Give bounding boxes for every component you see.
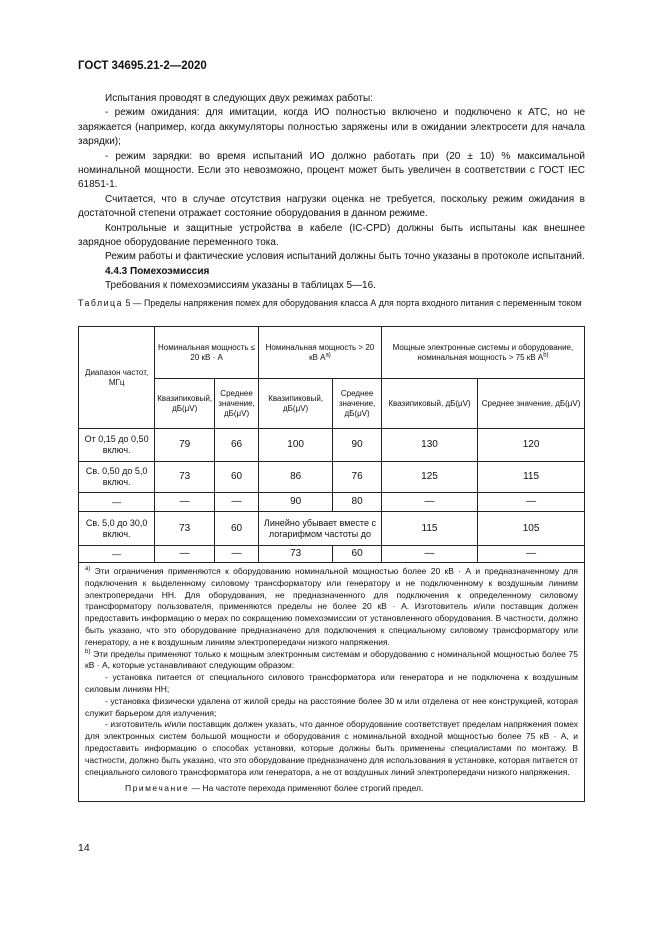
cell: 120 <box>478 429 585 462</box>
cell: 130 <box>381 429 477 462</box>
paragraph: Режим работы и фактические условия испытаний должны быть точно указаны в протоколе испытаний. <box>105 251 585 263</box>
footnote-b-label: b) <box>85 648 91 655</box>
cell-range: — <box>79 493 155 512</box>
cell: 90 <box>258 493 332 512</box>
cell: — <box>215 493 259 512</box>
table-row <box>79 493 585 512</box>
cell: 60 <box>333 546 382 563</box>
paragraph: - режим зарядки: во время испытаний ИО должно работать при (20 ± 10) % максимальной номинальной мощности. Если это невозможно, процент может быть увеличен в соответствии с ГОСТ IEC 61851-1. <box>78 150 585 191</box>
paragraph: - режим ожидания: для имитации, когда ИО полностью включено и подключено к АТС, но не заряжается (например, когда аккумуляторы полностью заряжены или в ожидании электросети для начала зарядки); <box>78 107 585 148</box>
body-text <box>78 92 585 294</box>
header-group3-text: Мощные электронные системы и оборудование, номинальная мощность > 75 кВ А <box>392 342 574 362</box>
cell: — <box>155 546 215 563</box>
table-caption-label: Таблица <box>78 298 123 308</box>
header-group1: Номинальная мощность ≤ 20 кВ · А <box>155 327 259 379</box>
header-qp: Квазипиковый, дБ(μV) <box>258 379 332 429</box>
cell: — <box>381 546 477 563</box>
cell: 60 <box>215 512 259 546</box>
table-subheader-row <box>79 379 585 429</box>
cell: 115 <box>478 462 585 493</box>
document-header: ГОСТ 34695.21-2—2020 <box>78 60 207 72</box>
cell: 66 <box>215 429 259 462</box>
table-caption-text: 5 — Пределы напряжения помех для оборудования класса А для порта входного питания с переменным током <box>123 298 582 308</box>
footnote-a-label: a) <box>85 566 91 573</box>
header-qp: Квазипиковый, дБ(μV) <box>381 379 477 429</box>
cell: 80 <box>333 493 382 512</box>
footnote-b-text: Эти пределы применяют только к мощным электронным системам и оборудованию с номинальной мощностью более 75 кВ · А, которые устанавливают следующим образом: <box>85 648 579 671</box>
header-avg: Среднее значение, дБ(μV) <box>333 379 382 429</box>
section-title: 4.4.3 Помехоэмиссия <box>105 265 210 277</box>
header-group2-text: Номинальная мощность > 20 кВ А <box>265 342 375 362</box>
header-group3 <box>381 327 584 379</box>
cell-range: От 0,15 до 0,50 включ. <box>79 429 155 462</box>
cell: 73 <box>155 512 215 546</box>
cell: 90 <box>333 429 382 462</box>
paragraph: Испытания проводят в следующих двух режимах работы: <box>105 93 373 104</box>
cell: — <box>381 493 477 512</box>
footnote-ref: b) <box>543 351 549 358</box>
footnote-a <box>85 566 578 649</box>
cell: 79 <box>155 429 215 462</box>
table-note <box>85 783 578 795</box>
cell: 100 <box>258 429 332 462</box>
table-row <box>79 462 585 493</box>
cell-range: Св. 0,50 до 5,0 включ. <box>79 462 155 493</box>
header-avg: Среднее значение, дБ(μV) <box>215 379 259 429</box>
note-label: Примечание <box>125 783 190 794</box>
cell: 86 <box>258 462 332 493</box>
footnote-b-item: - установка физически удалена от жилой среды на расстояние более 30 м или отделена от нее конструкцией, которая служит барьером для излучения; <box>85 695 578 718</box>
header-group2 <box>258 327 381 379</box>
cell: — <box>155 493 215 512</box>
header-avg: Среднее значение, дБ(μV) <box>478 379 585 429</box>
cell: — <box>215 546 259 563</box>
table-row <box>79 512 585 546</box>
emission-limits-table <box>78 326 585 802</box>
cell: 115 <box>381 512 477 546</box>
header-range: Диапазон частот, МГц <box>79 327 155 429</box>
cell: 60 <box>215 462 259 493</box>
cell: 125 <box>381 462 477 493</box>
footnote-b <box>85 649 578 673</box>
table-header-row <box>79 327 585 379</box>
header-qp: Квазипиковый, дБ(μV) <box>155 379 215 429</box>
cell-range: — <box>79 546 155 563</box>
page-number: 14 <box>78 842 90 854</box>
cell: — <box>478 546 585 563</box>
table-caption <box>78 298 585 310</box>
table-row <box>79 546 585 563</box>
table-footnotes <box>79 563 585 802</box>
cell-range: Св. 5,0 до 30,0 включ. <box>79 512 155 546</box>
note-text: — На частоте перехода применяют более строгий предел. <box>189 783 424 794</box>
table-notes-row <box>79 563 585 802</box>
paragraph: Контрольные и защитные устройства в кабеле (IC-CPD) должны быть испытаны как внешнее зарядное оборудование переменного тока. <box>78 222 585 249</box>
footnote-a-text: Эти ограничения применяются к оборудованию номинальной мощностью более 20 кВ · А и предназначенному для подключения к выделенному силовому трансформатору или генератору и не подключенному к воздушным линиям электропередачи НН. Для оборудования, не предназначенного для подключения к определенному силовому трансформатору пользователя, применяются пределы не более 20 кВ · А. Изготовитель и/или поставщик должен предоставить информацию о мерах по сокращению помехоэмиссии от установленного оборудования. В частности, должно быть указано, что это оборудование предназначено для подключения к специальному силовому трансформатору или генератору, а не к воздушным линиям электропередачи низкого напряжения. <box>85 566 578 647</box>
cell: — <box>478 493 585 512</box>
cell-merged: Линейно убывает вместе с логарифмом частоты до <box>258 512 381 546</box>
cell: 73 <box>258 546 332 563</box>
footnote-b-item: - установка питается от специального силового трансформатора или генератора и не подключена к воздушным силовым линиям НН; <box>85 672 578 694</box>
footnote-b-item: - изготовитель и/или поставщик должен указать, что данное оборудование соответствует пределам напряжения помех для электронных систем большой мощности и оборудования с номинальной входной мощностью более 75 кВ · А, и предоставить информацию о способах установки, которые должны быть применены специалистами по монтажу. В частности, должно быть указано, что это оборудование предназначено для использования в установке, которая питается от специального силового трансформатора или генератора, а не от воздушных линий электропередачи низкого напряжения. <box>85 719 578 777</box>
cell: 76 <box>333 462 382 493</box>
footnote-ref: a) <box>325 351 331 358</box>
cell: 105 <box>478 512 585 546</box>
paragraph: Считается, что в случае отсутствия нагрузки оценка не требуется, поскольку режим ожидания в достаточной степени отражает состояние оборудования в данном режиме. <box>78 193 585 220</box>
cell: 73 <box>155 462 215 493</box>
table-row <box>79 429 585 462</box>
paragraph: Требования к помехоэмиссиям указаны в таблицах 5—16. <box>105 280 376 292</box>
